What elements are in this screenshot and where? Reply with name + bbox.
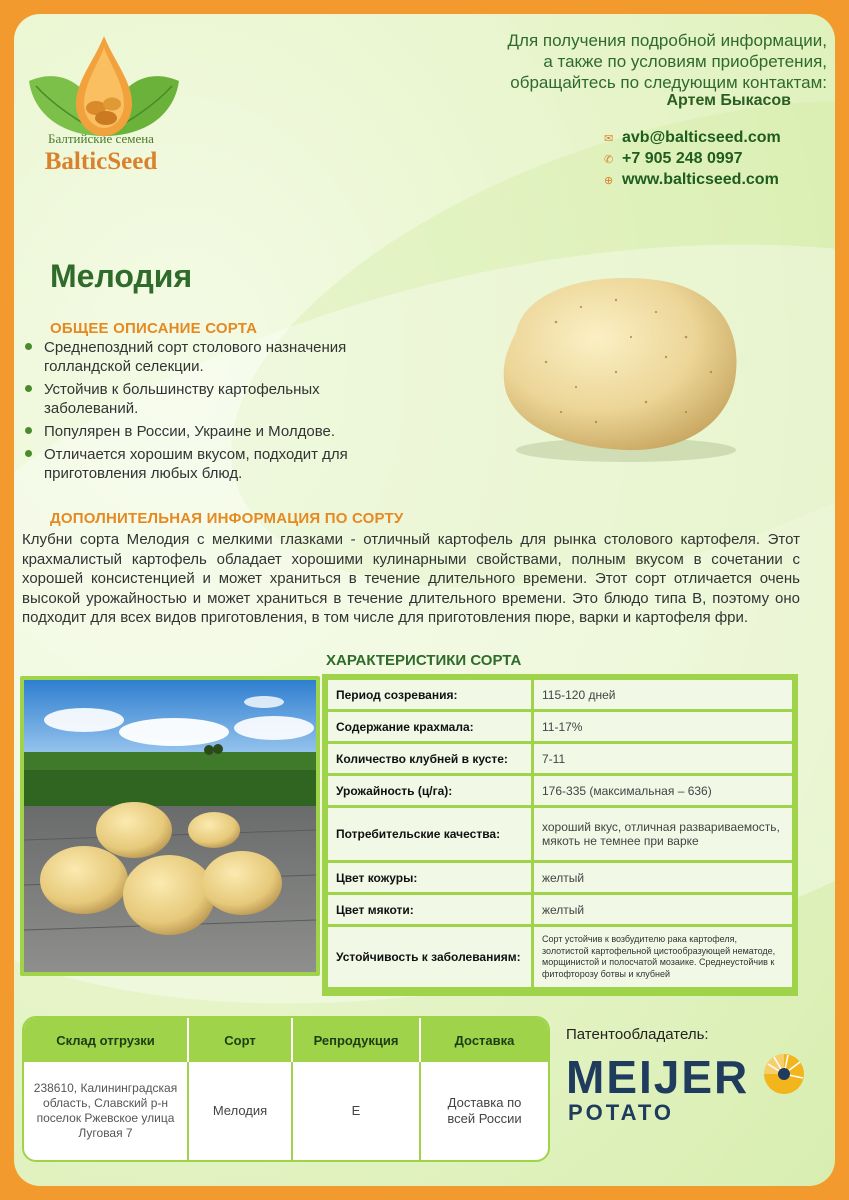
logo-subtitle: Балтийские семена — [48, 131, 154, 146]
column-header: Сорт — [188, 1018, 292, 1062]
row-value: Сорт устойчив к возбудителю рака картофеля, золотистой картофельной цистообразующей нематоде, морщинистой и полосчатой мозаике. Среднеустойчив к фитофторозу ботвы и клубней — [534, 927, 792, 987]
characteristics-heading: ХАРАКТЕРИСТИКИ СОРТА — [326, 652, 522, 669]
contact-website-text[interactable]: www.balticseed.com — [622, 171, 779, 188]
contact-email[interactable] — [604, 129, 781, 147]
general-description-list — [22, 338, 402, 487]
column-header: Репродукция — [292, 1018, 420, 1062]
variety-cell: Мелодия — [188, 1062, 292, 1160]
envelope-icon: ✉ — [604, 133, 614, 145]
table-row — [328, 744, 792, 773]
table-row — [24, 1062, 548, 1160]
row-value: 176-335 (максимальная – 636) — [534, 776, 792, 805]
contact-intro-line: обращайтесь по следующим контактам: — [510, 73, 827, 92]
row-label: Содержание крахмала: — [328, 712, 531, 741]
contact-intro — [508, 30, 827, 93]
phone-icon: ✆ — [604, 154, 614, 166]
delivery-cell: Доставка по всей России — [447, 1095, 522, 1126]
logistics-table — [22, 1016, 550, 1162]
table-row — [328, 895, 792, 924]
patent-holder-label: Патентообладатель: — [566, 1026, 709, 1043]
additional-info-heading: ДОПОЛНИТЕЛЬНАЯ ИНФОРМАЦИЯ ПО СОРТУ — [50, 510, 404, 527]
meijer-sun-icon — [762, 1052, 806, 1096]
contact-person-name: Артем Быкасов — [666, 92, 791, 109]
characteristics-table — [322, 674, 798, 996]
warehouse-address: 238610, Калининградская область, Славский р-н поселок Ржевское улица Луговая 7 — [24, 1062, 188, 1160]
variety-title: Мелодия — [50, 258, 193, 294]
list-item: Устойчив к большинству картофельных заболеваний. — [22, 380, 402, 418]
column-header: Склад отгрузки — [24, 1018, 188, 1062]
row-label: Период созревания: — [328, 680, 531, 709]
row-value: желтый — [534, 895, 792, 924]
contact-email-text[interactable]: avb@balticseed.com — [622, 129, 781, 146]
list-item: Среднепоздний сорт столового назначения голландской селекции. — [22, 338, 402, 376]
row-value: 11-17% — [534, 712, 792, 741]
characteristics-grid — [325, 677, 795, 990]
contact-intro-line: а также по условиям приобретения, — [543, 52, 827, 71]
table-header-row — [24, 1018, 548, 1062]
meijer-logo-text: MEIJER — [566, 1051, 750, 1103]
table-row — [328, 712, 792, 741]
table-row — [328, 927, 792, 987]
row-label: Устойчивость к заболеваниям: — [328, 927, 531, 987]
table-row — [328, 808, 792, 860]
row-value: хороший вкус, отличная развариваемость, мякоть не темнее при варке — [534, 808, 792, 860]
row-label: Количество клубней в кусте: — [328, 744, 531, 773]
row-label: Цвет мякоти: — [328, 895, 531, 924]
table-row — [328, 863, 792, 892]
row-value: желтый — [534, 863, 792, 892]
list-item: Отличается хорошим вкусом, подходит для приготовления любых блюд. — [22, 445, 402, 483]
reproduction-cell: E — [292, 1062, 420, 1160]
row-label: Урожайность (ц/га): — [328, 776, 531, 805]
field-and-tubers-photo — [20, 676, 320, 976]
globe-icon: ⊕ — [604, 175, 614, 187]
logistics-grid — [24, 1018, 548, 1160]
photo-illustration — [24, 680, 316, 972]
contact-phone-text[interactable]: +7 905 248 0997 — [622, 150, 743, 167]
logo-brand-name: BalticSeed — [44, 148, 158, 175]
additional-info-text: Клубни сорта Мелодия с мелкими глазками - отличный картофель для рынка столового картофеля. Этот крахмалистый картофель обладает хорошими кулинарными свойствами, полным вкусом в сочетании с хорошей консистенцией и может храниться в течение длительного времени. Этот сорт отличается очень высокой урожайностью и может храниться в течение длительного времени. Это блюдо типа B, поэтому оно подходит для всех видов приготовления, в том числе для приготовления пюре, варки и картофеля фри. — [22, 531, 800, 626]
row-value: 115-120 дней — [534, 680, 792, 709]
meijer-logo-subtext: POTATO — [568, 1100, 674, 1125]
contact-website[interactable] — [604, 171, 779, 189]
row-value: 7-11 — [534, 744, 792, 773]
list-item: Популярен в России, Украине и Молдове. — [22, 422, 402, 441]
contact-phone[interactable] — [604, 150, 743, 168]
table-row — [328, 776, 792, 805]
contact-intro-line: Для получения подробной информации, — [507, 31, 827, 50]
general-description-heading: ОБЩЕЕ ОПИСАНИЕ СОРТА — [50, 320, 258, 337]
potato-image — [486, 262, 751, 467]
row-label: Цвет кожуры: — [328, 863, 531, 892]
table-row — [328, 680, 792, 709]
row-label: Потребительские качества: — [328, 808, 531, 860]
column-header: Доставка — [420, 1018, 548, 1062]
